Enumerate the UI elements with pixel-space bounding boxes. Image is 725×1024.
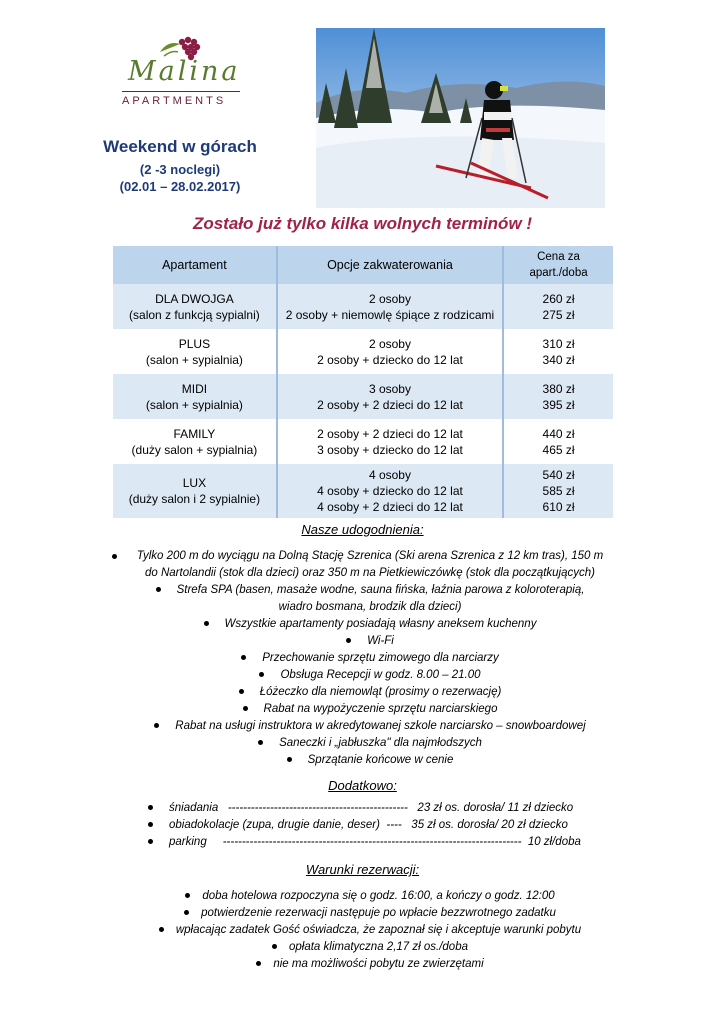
option: 2 osoby + 2 dzieci do 12 lat	[317, 426, 463, 441]
price: 260 zł	[542, 291, 575, 306]
bullet-icon	[239, 689, 244, 694]
bullet-icon	[148, 822, 153, 827]
offer-title: Weekend w górach	[103, 137, 257, 156]
apartment-desc: (salon + sypialnia)	[145, 352, 243, 367]
apartment-desc: (duży salon + sypialnia)	[131, 442, 258, 457]
offer-title-block	[90, 137, 270, 194]
option: 2 osoby	[368, 336, 411, 351]
apartment-name: FAMILY	[173, 426, 216, 441]
apartment-name: MIDI	[181, 381, 208, 396]
logo-subtitle: APARTMENTS	[122, 95, 227, 107]
price: 540 zł	[542, 468, 575, 482]
bullet-icon	[159, 927, 164, 932]
list-item: obiadokolacje (zupa, drugie danie, deser) ---- 35 zł os. dorosła/ 20 zł dziecko	[148, 817, 608, 834]
option: 2 osoby	[368, 291, 411, 306]
list-item: Saneczki i „jabłuszka" dla najmłodszych	[110, 735, 630, 752]
price: 340 zł	[542, 352, 575, 367]
bullet-icon	[156, 587, 161, 592]
logo-divider	[122, 91, 240, 92]
list-item-continuation: do Nartolandii (stok dla dzieci) oraz 350 m na Pietkiewiczówkę (stok dla początkujących)	[145, 567, 595, 579]
option: 4 osoby + 2 dzieci do 12 lat	[317, 500, 463, 514]
list-item: Wi-Fi	[110, 633, 630, 650]
list-item: Łóżeczko dla niemowląt (prosimy o rezerwację)	[110, 684, 630, 701]
list-item: parking ------------------------------------------------------------------------------ 10 zł/doba	[148, 834, 608, 851]
bullet-icon	[243, 706, 248, 711]
list-item: Wszystkie apartamenty posiadają własny aneksem kuchenny	[110, 616, 630, 633]
apartment-desc: (salon + sypialnia)	[145, 397, 243, 412]
conditions-list	[120, 888, 620, 973]
price: 395 zł	[542, 397, 575, 412]
price: 275 zł	[542, 307, 575, 322]
list-item: doba hotelowa rozpoczyna się o godz. 16:00, a kończy o godz. 12:00	[120, 888, 620, 905]
list-item: Przechowanie sprzętu zimowego dla narciarzy	[110, 650, 630, 667]
logo-name: Malina	[128, 56, 241, 87]
col-header-price-line2: apart./doba	[529, 267, 588, 279]
offer-nights: (2 -3 noclegi)	[139, 162, 221, 177]
bullet-icon	[148, 805, 153, 810]
list-item: śniadania ----------------------------------------------- 23 zł os. dorosła/ 11 zł dziecko	[148, 800, 608, 817]
option: 3 osoby	[368, 381, 411, 396]
availability-headline: Zostało już tylko kilka wolnych terminów !	[192, 214, 533, 233]
option: 3 osoby + dziecko do 12 lat	[317, 442, 463, 457]
bullet-icon	[154, 723, 159, 728]
bullet-icon	[185, 893, 190, 898]
table-row	[113, 329, 613, 374]
col-header-price-line1: Cena za	[537, 251, 580, 263]
option: 2 osoby + 2 dzieci do 12 lat	[317, 397, 463, 412]
bullet-icon	[272, 944, 277, 949]
bullet-icon	[112, 554, 117, 559]
extras-title: Dodatkowo:	[328, 778, 397, 793]
table-row	[113, 374, 613, 419]
price: 440 zł	[542, 426, 575, 441]
apartment-name: DLA DWOJGA	[155, 291, 234, 306]
col-header-price	[503, 246, 613, 284]
option: 2 osoby + dziecko do 12 lat	[317, 352, 463, 367]
list-item: wpłacając zadatek Gość oświadcza, że zapoznał się i akceptuje warunki pobytu	[120, 922, 620, 939]
bullet-icon	[259, 672, 264, 677]
bullet-icon	[148, 839, 153, 844]
price: 310 zł	[542, 336, 575, 351]
bullet-icon	[346, 638, 351, 643]
offer-dates: (02.01 – 28.02.2017)	[119, 179, 241, 194]
list-item: Sprzątanie końcowe w cenie	[110, 752, 630, 769]
bullet-icon	[258, 740, 263, 745]
bullet-icon	[241, 655, 246, 660]
list-item-continuation: wiadro bosmana, brodzik dla dzieci)	[278, 601, 462, 613]
list-item: Strefa SPA (basen, masaże wodne, sauna fińska, łaźnia parowa z koloroterapią,	[110, 582, 630, 599]
list-item: opłata klimatyczna 2,17 zł os./doba	[120, 939, 620, 956]
apartment-desc: (duży salon i 2 sypialnie)	[128, 492, 261, 506]
apartment-name: LUX	[182, 476, 207, 490]
price: 380 zł	[542, 381, 575, 396]
extras-list	[148, 800, 608, 851]
col-header-options: Opcje zakwaterowania	[277, 246, 503, 284]
list-item: Obsługa Recepcji w godz. 8.00 – 21.00	[110, 667, 630, 684]
skier-photo	[316, 28, 605, 208]
list-item: nie ma możliwości pobytu ze zwierzętami	[120, 956, 620, 973]
price: 610 zł	[542, 500, 575, 514]
bullet-icon	[287, 757, 292, 762]
option: 4 osoby + dziecko do 12 lat	[317, 484, 463, 498]
price: 585 zł	[542, 484, 575, 498]
list-item: Rabat na wypożyczenie sprzętu narciarskiego	[110, 701, 630, 718]
bullet-icon	[256, 961, 261, 966]
price: 465 zł	[542, 442, 575, 457]
conditions-title: Warunki rezerwacji:	[305, 862, 420, 877]
apartment-desc: (salon z funkcją sypialni)	[129, 307, 260, 322]
list-item: potwierdzenie rezerwacji następuje po wpłacie bezzwrotnego zadatku	[120, 905, 620, 922]
list-item: Rabat na usługi instruktora w akredytowanej szkole narciarsko – snowboardowej	[110, 718, 630, 735]
bullet-icon	[184, 910, 189, 915]
amenities-title: Nasze udogodnienia:	[301, 522, 424, 537]
table-row	[113, 419, 613, 464]
table-row	[113, 464, 613, 518]
option: 4 osoby	[368, 468, 411, 482]
col-header-apartment: Apartament	[113, 246, 277, 284]
apartment-name: PLUS	[178, 336, 211, 351]
table-row	[113, 284, 613, 329]
price-table	[113, 246, 613, 518]
option: 2 osoby + niemowlę śpiące z rodzicami	[285, 307, 495, 322]
list-item: Tylko 200 m do wyciągu na Dolną Stację Szrenica (Ski arena Szrenica z 12 km tras), 150 m	[110, 548, 630, 565]
amenities-list	[110, 548, 630, 769]
bullet-icon	[204, 621, 209, 626]
